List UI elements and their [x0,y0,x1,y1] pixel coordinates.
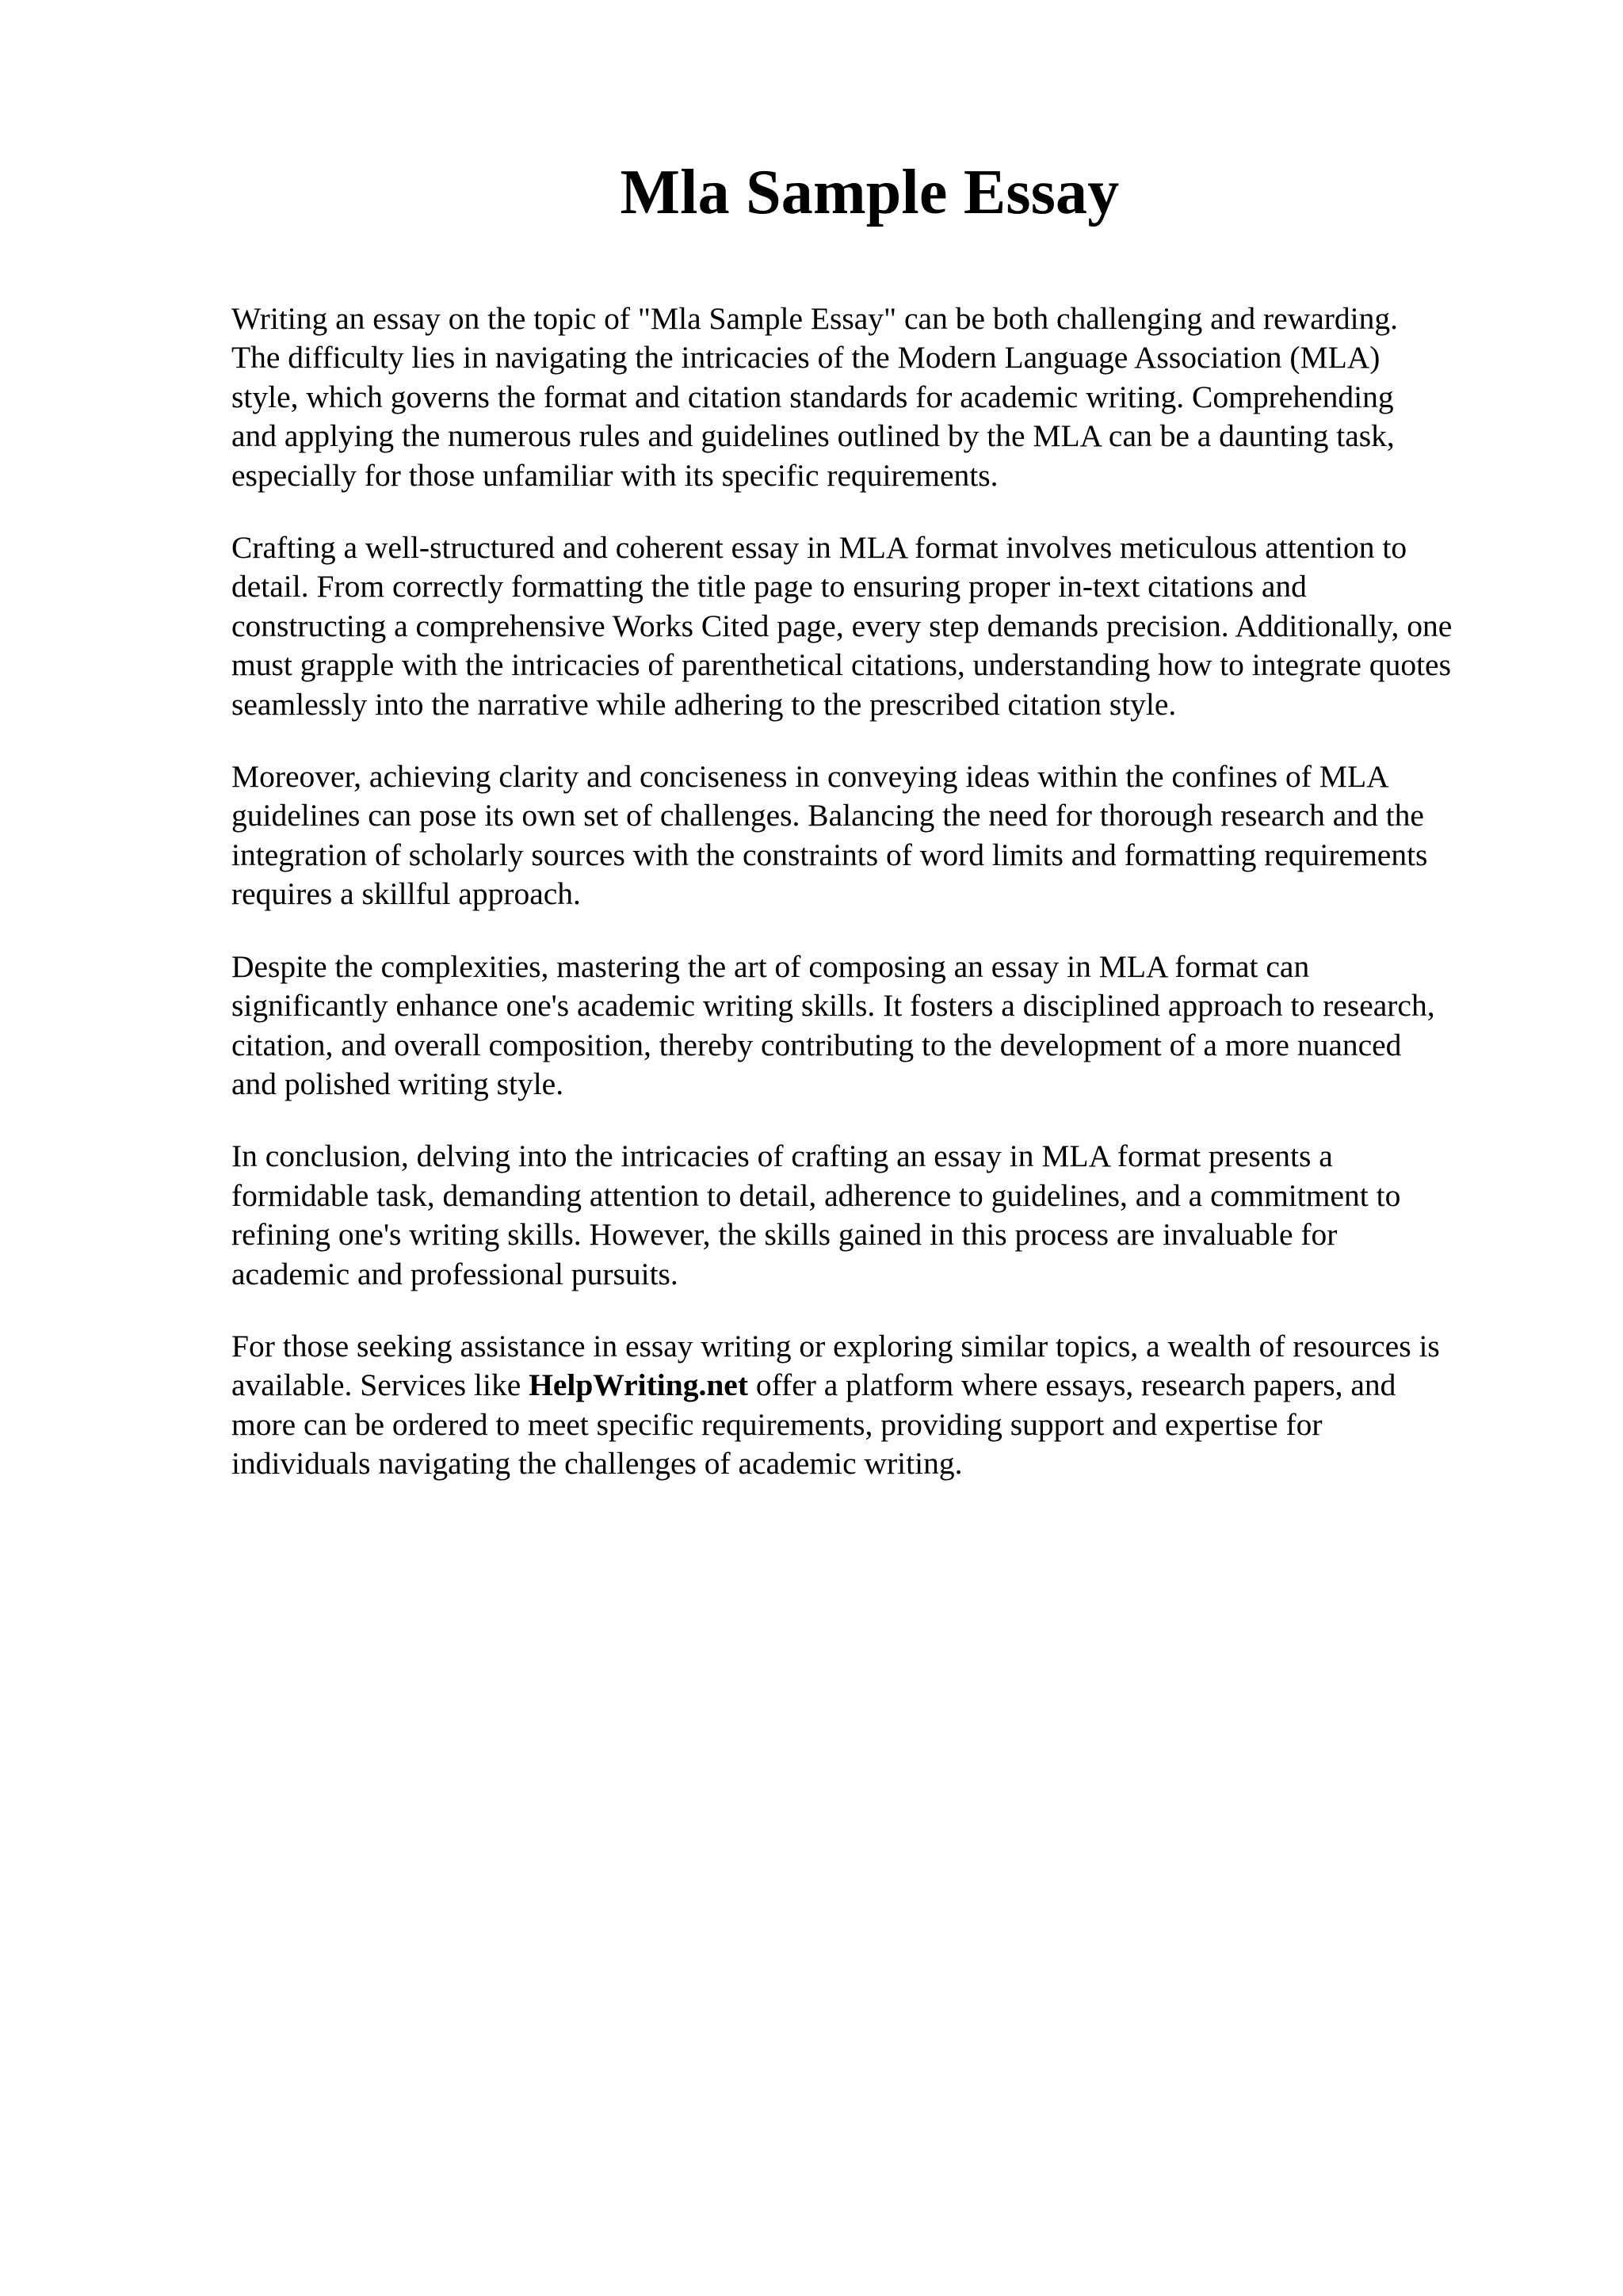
text-line: In conclusion, delving into the intricacies of crafting an essay in MLA format presents a [231,1138,1333,1174]
document-title: Mla Sample Essay [620,158,1120,227]
text-line: Crafting a well-structured and coherent essay in MLA format involves meticulous attention to [231,530,1407,566]
text-line: formidable task, demanding attention to detail, adherence to guidelines, and a commitment to [231,1177,1401,1213]
text-line: especially for those unfamiliar with its specific requirements. [231,457,999,493]
text-line: The difficulty lies in navigating the intricacies of the Modern Language Association (MLA) [231,340,1381,376]
paragraph [231,299,1563,495]
paragraph [231,1137,1563,1294]
text-line: Moreover, achieving clarity and conciseness in conveying ideas within the confines of MLA [231,759,1389,795]
final-paragraph [231,1327,1563,1484]
text-line: integration of scholarly sources with the constraints of word limits and formatting requirements [231,837,1428,872]
text-line: academic and professional pursuits. [231,1256,678,1291]
paragraph [231,528,1563,724]
text-line: style, which governs the format and citation standards for academic writing. Comprehending [231,379,1394,414]
brand-name-helpwriting: HelpWriting.net [529,1367,748,1403]
text-line-with-brand [231,1366,1563,1405]
text-fragment: offer a platform where essays, research papers, and [747,1367,1396,1403]
document-body [231,299,1563,1517]
text-line: constructing a comprehensive Works Cited page, every step demands precision. Additionally, one [231,608,1453,643]
text-line: must grapple with the intricacies of parenthetical citations, understanding how to integrate quotes [231,647,1451,683]
text-line: individuals navigating the challenges of academic writing. [231,1446,963,1482]
text-line: and polished writing style. [231,1066,564,1101]
text-line: more can be ordered to meet specific requirements, providing support and expertise for [231,1406,1323,1442]
text-line: citation, and overall composition, thereby contributing to the development of a more nuanced [231,1027,1402,1062]
text-line: and applying the numerous rules and guidelines outlined by the MLA can be a daunting task, [231,418,1395,454]
text-line: For those seeking assistance in essay writing or exploring similar topics, a wealth of resources is [231,1328,1440,1363]
text-line: Despite the complexities, mastering the art of composing an essay in MLA format can [231,948,1310,984]
text-line: detail. From correctly formatting the title page to ensuring proper in-text citations and [231,569,1307,605]
text-line: Writing an essay on the topic of "Mla Sample Essay" can be both challenging and rewarding. [231,301,1399,336]
text-line: refining one's writing skills. However, the skills gained in this process are invaluable for [231,1217,1338,1253]
paragraph [231,948,1563,1104]
text-line: guidelines can pose its own set of challenges. Balancing the need for thorough research and the [231,798,1424,833]
text-line: significantly enhance one's academic writing skills. It fosters a disciplined approach to research, [231,988,1435,1024]
text-fragment: available. Services like [231,1367,529,1403]
text-line: requires a skillful approach. [231,876,581,912]
paragraph [231,757,1563,914]
text-line: seamlessly into the narrative while adhering to the prescribed citation style. [231,686,1177,722]
